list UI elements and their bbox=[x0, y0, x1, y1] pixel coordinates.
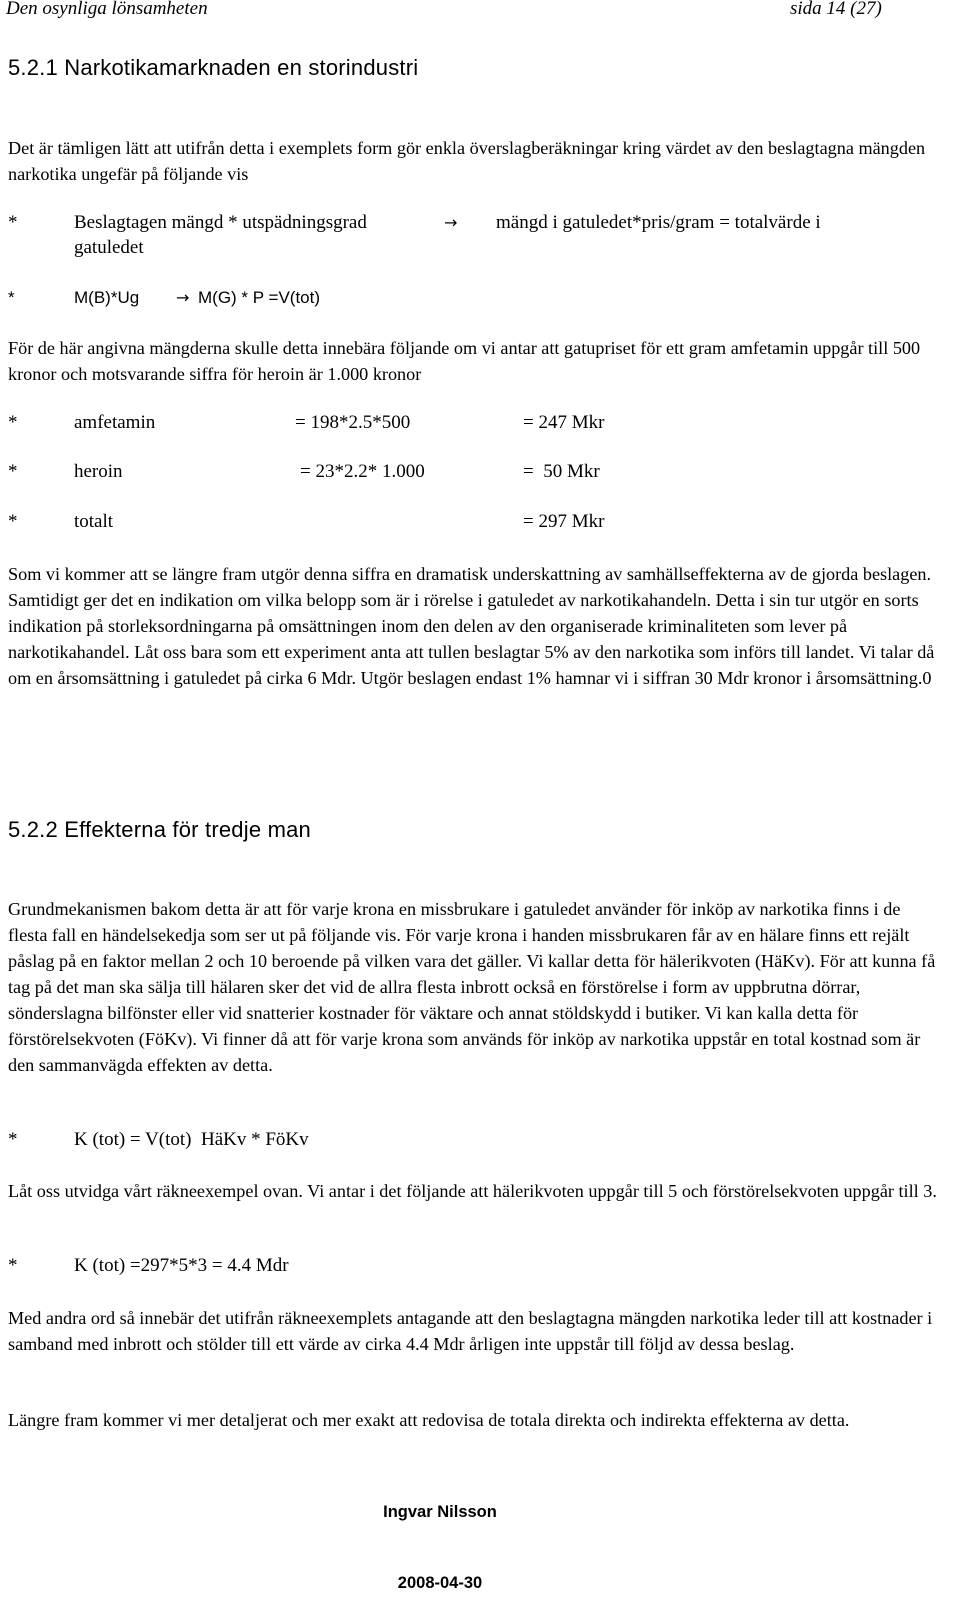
bullet-star: * bbox=[8, 1129, 18, 1150]
bullet-star: * bbox=[8, 1255, 18, 1276]
extension-paragraph: Låt oss utvidga vårt räkneexempel ovan. Vi antar i det följande att hälerikvoten uppgår till 5 och förstörelsekvoten uppgår till 3. bbox=[8, 1181, 937, 1201]
section-heading-5-2-2: 5.2.2 Effekterna för tredje man bbox=[8, 817, 311, 842]
page-header bbox=[6, 0, 960, 26]
calc-expression: = 23*2.2* 1.000 bbox=[300, 461, 425, 482]
page-number: sida 14 (27) bbox=[790, 0, 882, 19]
right-arrow-icon: → bbox=[444, 213, 458, 232]
document-title: Den osynliga lönsamheten bbox=[6, 0, 208, 19]
formula-row-k-tot-result bbox=[8, 1253, 289, 1279]
section-heading-5-2-1: 5.2.1 Narkotikamarknaden en storindustri bbox=[8, 55, 419, 80]
intro-paragraph: Det är tämligen lätt att utifrån detta i exemplets form gör enkla överslagberäkningar kring värdet av den beslagtagna mängden narkotika ungefär på följande vis bbox=[8, 138, 926, 184]
calc-expression: = 198*2.5*500 bbox=[295, 412, 411, 433]
formula-right: mängd i gatuledet*pris/gram = totalvärde i bbox=[496, 212, 821, 233]
bullet-star: * bbox=[8, 288, 15, 307]
bullet-star: * bbox=[8, 212, 18, 233]
right-arrow-icon: → bbox=[176, 288, 190, 307]
bullet-star: * bbox=[8, 461, 18, 482]
footer-author: Ingvar Nilsson bbox=[383, 1503, 497, 1521]
calc-label: heroin bbox=[74, 461, 123, 482]
calc-row bbox=[8, 459, 600, 485]
formula-right: M(G) * P =V(tot) bbox=[198, 288, 321, 307]
discussion-paragraph: Som vi kommer att se längre fram utgör denna siffra en dramatisk underskattning av samhällseffekterna av de gjorda beslagen. Samtidigt ger det en indikation om vilka belopp som är i rörelse i gatuledet av narkotikahandeln. Detta i sin tur utgör en sorts indikation på storleksordningarna på omsättningen inom den delen av den organiserade kriminaliteten som lever på narkotikahandel. Låt oss bara som ett experiment anta att tullen beslagtar 5% av den narkotika som införs till landet. Vi talar då om en årsomsättning i gatuledet på cirka 6 Mdr. Utgör beslagen endast 1% hamnar vi i siffran 30 Mdr kronor i årsomsättning.0 bbox=[8, 564, 935, 688]
formula-text: K (tot) = V(tot) HäKv * FöKv bbox=[74, 1129, 309, 1150]
calc-label: totalt bbox=[74, 511, 114, 532]
formula-left: Beslagtagen mängd * utspädningsgrad bbox=[74, 212, 367, 233]
formula-row-1 bbox=[8, 210, 821, 236]
calc-result: = 247 Mkr bbox=[523, 412, 605, 433]
formula-row-k-tot bbox=[8, 1127, 309, 1153]
calc-row bbox=[8, 410, 605, 436]
calc-result: = 297 Mkr bbox=[523, 511, 605, 532]
outlook-paragraph: Längre fram kommer vi mer detaljerat och mer exakt att redovisa de totala direkta och indirekta effekterna av detta. bbox=[8, 1410, 850, 1430]
footer-date: 2008-04-30 bbox=[397, 1574, 483, 1592]
formula-left: M(B)*Ug bbox=[74, 288, 140, 307]
calc-row bbox=[8, 509, 605, 535]
conclusion-paragraph: Med andra ord så innebär det utifrån räkneexemplets antagande att den beslagtagna mängden narkotika leder till att kostnader i samband med inbrott och stölder till ett värde av cirka 4.4 Mdr årligen inte uppstår till följd av dessa beslag. bbox=[8, 1308, 933, 1354]
bullet-star: * bbox=[8, 412, 18, 433]
formula-row-2 bbox=[8, 285, 321, 311]
formula-continuation: gatuledet bbox=[74, 237, 144, 258]
assumption-paragraph: För de här angivna mängderna skulle detta innebära följande om vi antar att gatupriset för ett gram amfetamin uppgår till 500 kronor och motsvarande siffra för heroin är 1.000 kronor bbox=[8, 338, 921, 384]
calc-label: amfetamin bbox=[74, 412, 156, 433]
bullet-star: * bbox=[8, 511, 18, 532]
mechanism-paragraph: Grundmekanismen bakom detta är att för varje krona en missbrukare i gatuledet använder för inköp av narkotika finns i de flesta fall en händelsekedja som ser ut på följande vis. För varje krona i handen missbrukaren får av en hälare finns ett rejält påslag på en faktor mellan 2 och 10 beroende på vilken vara det gäller. Vi kallar detta för hälerikvoten (HäKv). För att kunna få tag på det man ska sälja till hälaren sker det vid de allra flesta inbrott också en förstörelse i form av uppbrutna dörrar, sönderslagna bilfönster eller vid snatterier kostnader för väktare och annat stöldskydd i butiker. Vi kan kalla detta för förstörelsekvoten (FöKv). Vi finner då att för varje krona som används för inköp av narkotika uppstår en total kostnad som är den sammanvägda effekten av detta. bbox=[8, 899, 936, 1075]
formula-text: K (tot) =297*5*3 = 4.4 Mdr bbox=[74, 1255, 289, 1276]
calc-result: = 50 Mkr bbox=[523, 461, 600, 482]
